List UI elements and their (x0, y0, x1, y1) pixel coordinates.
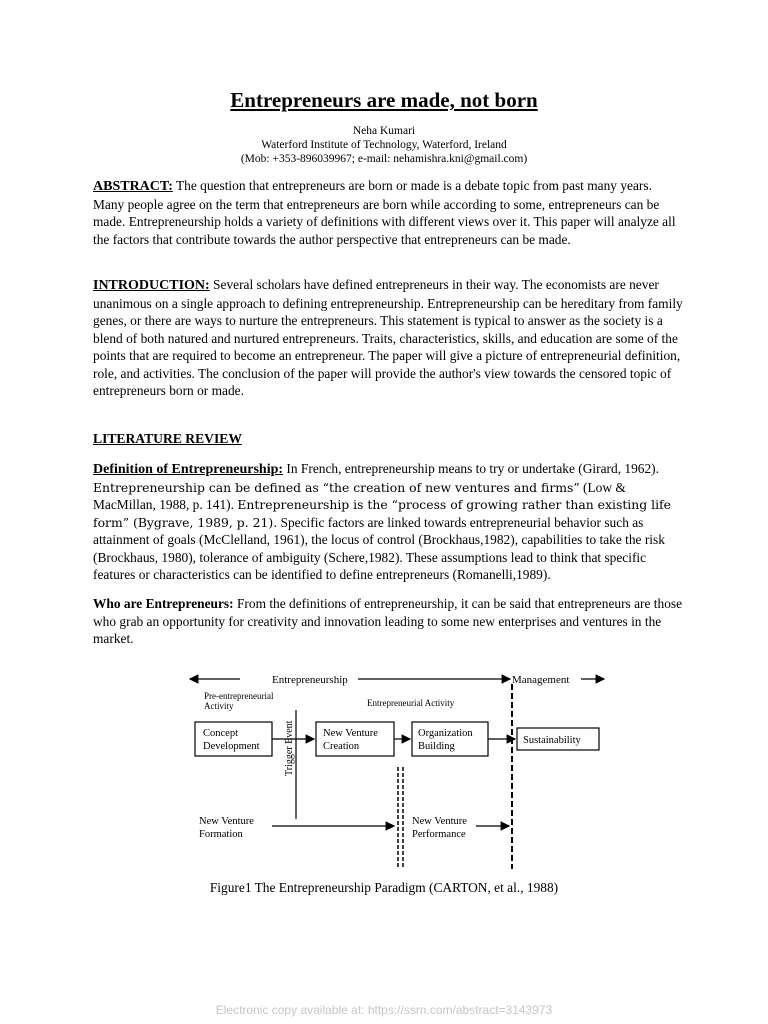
abstract-text: The question that entrepreneurs are born or made is a debate topic from past many years. Many people agree on the term that entrepreneurs are born while according to some, entrepreneurs can be made. Entrepreneurship holds a variety of definitions with different views over it. This paper will analyze all the factors that contribute towards the author perspective that entrepreneurs can be made. (93, 178, 676, 247)
definition-text-3: Specific factors are linked towards entrepreneurial behavior such as attainment of goals (McClelland, 1961), the locus of control (Brockhaus,1982), capabilities to take the risk (Brockhaus, 1980), tolerance of ambiguity (Schere,1982). These assumptions lead to think that specific features or characteristics can be identified to define entrepreneurs (Romanelli,1989). (93, 514, 665, 582)
ssrn-footer[interactable]: Electronic copy available at: https://ssrn.com/abstract=3143973 (215, 1003, 553, 1017)
introduction-paragraph (93, 276, 683, 400)
pre-activity-label-2: Activity (204, 701, 234, 711)
organization-label-1: Organization (418, 728, 473, 739)
pre-activity-label-1: Pre-entrepreneurial (204, 691, 274, 701)
paper-title: Entrepreneurs are made, not born (230, 88, 538, 112)
literature-review-heading: LITERATURE REVIEW (93, 431, 242, 446)
author-contact: (Mob: +353-896039967; e-mail: nehamishra.kni@gmail.com) (240, 153, 528, 165)
who-paragraph (93, 595, 683, 648)
definition-label: Definition of Entrepreneurship: (93, 462, 284, 477)
introduction-label: INTRODUCTION: (93, 278, 210, 293)
definition-paragraph (93, 460, 683, 584)
concept-label-1: Concept (203, 728, 238, 739)
organization-label-2: Building (418, 741, 455, 752)
figure-caption: Figure1 The Entrepreneurship Paradigm (CARTON, et al., 1988) (209, 880, 559, 895)
abstract-paragraph (93, 177, 683, 248)
venture-creation-label-2: Creation (323, 741, 360, 752)
entrepreneurship-label: Entrepreneurship (272, 674, 348, 686)
entrepreneurial-activity-label: Entrepreneurial Activity (367, 698, 455, 708)
venture-creation-label-1: New Venture (323, 728, 378, 739)
performance-label-2: Performance (412, 829, 466, 840)
trigger-event-label: Trigger Event (284, 720, 295, 776)
author-affiliation: Waterford Institute of Technology, Waterford, Ireland (261, 139, 507, 151)
author-block (0, 124, 768, 166)
definition-quote-1: Entrepreneurship can be defined as “the creation of new ventures and firms” (93, 479, 580, 495)
definition-quote-2: Entrepreneurship is the “process of growing rather than existing life form” (Bygrave, 1989, p. 21). (93, 497, 671, 530)
who-text: From the definitions of entrepreneurship, it can be said that entrepreneurs are those who grab an opportunity for creativity and innovation leading to some new enterprises and ventures in the market. (93, 596, 683, 646)
management-label: Management (512, 674, 570, 686)
introduction-text: Several scholars have defined entrepreneurs in their way. The economists are never unanimous on a single approach to defining entrepreneurship. Entrepreneurship can be hereditary from family genes, or there are ways to nurture the entrepreneurs. This statement is typical to answer as the society is a blend of both natured and nurtured entrepreneurs. Traits, characteristics, skills, and education are some of the points that are required to become an entrepreneur. The paper will give a picture of entrepreneurial definition, role, and activities. The conclusion of the paper will provide the author's view towards the censored topic of entrepreneurs born or made. (93, 277, 683, 398)
performance-label-1: New Venture (412, 816, 467, 827)
who-label: Who are Entrepreneurs: (93, 596, 234, 611)
formation-label-2: Formation (199, 829, 243, 840)
author-name: Neha Kumari (352, 125, 416, 137)
concept-label-2: Development (203, 741, 260, 752)
entrepreneurship-paradigm-figure (180, 664, 620, 874)
definition-text-1: In French, entrepreneurship means to try or undertake (Girard, 1962). (286, 461, 659, 476)
abstract-label: ABSTRACT: (93, 179, 173, 194)
formation-label-1: New Venture (199, 816, 254, 827)
sustainability-label: Sustainability (523, 735, 581, 746)
definition-text-2: (Low & MacMillan, 1988, p. 141). (93, 479, 626, 512)
